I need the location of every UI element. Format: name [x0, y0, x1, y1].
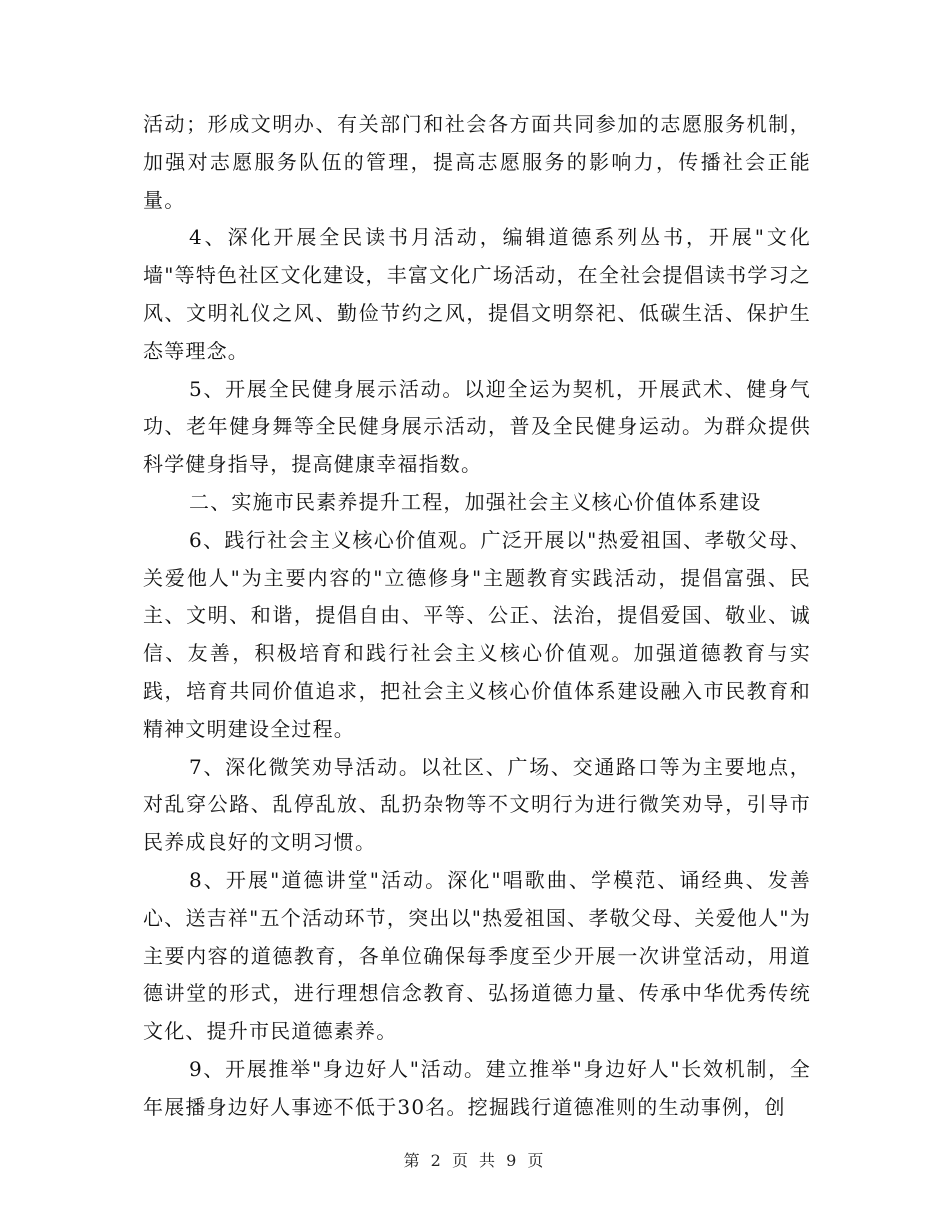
paragraph-item-8: 8、开展"道德讲堂"活动。深化"唱歌曲、学模范、诵经典、发善心、送吉祥"五个活动环节，突出以"热爱祖国、孝敬父母、关爱他人"为主要内容的道德教育，各单位确保每季度至少开展一次讲堂活动，用道德讲堂的形式，进行理想信念教育、弘扬道德力量、传承中华优秀传统文化、提升市民道德素养。	[143, 867, 811, 1044]
paragraph-continuation: 活动；形成文明办、有关部门和社会各方面共同参加的志愿服务机制，加强对志愿服务队伍的管理，提高志愿服务的影响力，传播社会正能量。	[143, 112, 811, 212]
section-heading-2: 二、实施市民素养提升工程，加强社会主义核心价值体系建设	[189, 489, 762, 514]
paragraph-item-4: 4、深化开展全民读书月活动，编辑道德系列丛书，开展"文化墙"等特色社区文化建设，丰富文化广场活动，在全社会提倡读书学习之风、文明礼仪之风、勤俭节约之风，提倡文明祭祀、低碳生活、保护生态等理念。	[143, 225, 811, 363]
paragraph-item-9: 9、开展推举"身边好人"活动。建立推举"身边好人"长效机制，全年展播身边好人事迹不低于30名。挖掘践行道德准则的生动事例，创	[143, 1056, 811, 1119]
paragraph-item-5: 5、开展全民健身展示活动。以迎全运为契机，开展武术、健身气功、老年健身舞等全民健身展示活动，普及全民健身运动。为群众提供科学健身指导，提高健康幸福指数。	[143, 376, 811, 477]
page-footer	[0, 1148, 950, 1171]
document-body	[143, 106, 811, 1127]
page-number-label: 第 2 页 共 9 页	[403, 1151, 547, 1170]
paragraph-item-6: 6、践行社会主义核心价值观。广泛开展以"热爱祖国、孝敬父母、关爱他人"为主要内容的"立德修身"主题教育实践活动，提倡富强、民主、文明、和谐，提倡自由、平等、公正、法治，提倡爱国、敬业、诚信、友善，积极培育和践行社会主义核心价值观。加强道德教育与实践，培育共同价值追求，把社会主义核心价值体系建设融入市民教育和精神文明建设全过程。	[143, 527, 811, 741]
paragraph-item-7: 7、深化微笑劝导活动。以社区、广场、交通路口等为主要地点，对乱穿公路、乱停乱放、乱扔杂物等不文明行为进行微笑劝导，引导市民养成良好的文明习惯。	[143, 754, 811, 855]
